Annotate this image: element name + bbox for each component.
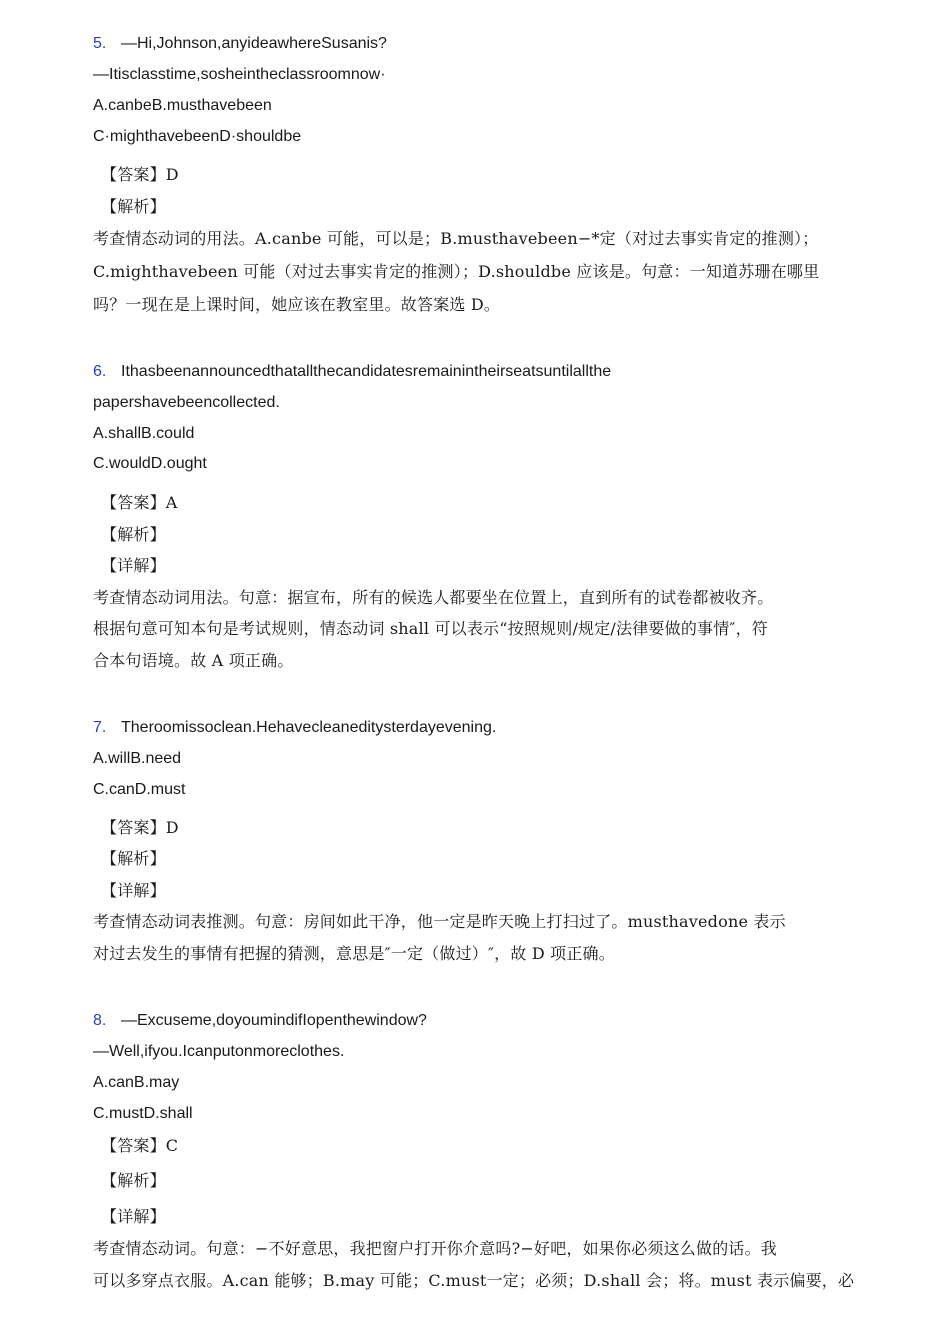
question-7-option-ab: A.willB.need bbox=[93, 750, 182, 767]
question-5-option-ab: A.canbeB.musthavebeen bbox=[93, 97, 272, 114]
question-8-option-cd: C.mustD.shall bbox=[93, 1105, 193, 1122]
question-number: 7. bbox=[93, 719, 107, 736]
question-5-answer: 【答案】D bbox=[101, 165, 179, 184]
question-5-analysis-label: 【解析】 bbox=[101, 197, 166, 216]
question-number: 5. bbox=[93, 35, 107, 52]
question-7-stem-line-1: 7. Theroomissoclean.Hehavecleaneditysterdayevening. bbox=[93, 717, 496, 739]
question-8-detail-label: 【详解】 bbox=[101, 1207, 166, 1226]
question-5-stem-line-2: —Itisclasstime,sosheintheclassroomnow· bbox=[93, 66, 386, 83]
question-6-stem-line-2: papershavebeencollected. bbox=[93, 394, 280, 411]
question-7-analysis-label: 【解析】 bbox=[101, 849, 166, 868]
question-8-answer: 【答案】C bbox=[101, 1136, 179, 1155]
question-7-explanation-line-2: 对过去发生的事情有把握的猜测，意思是″一定（做过）″，故 D 项正确。 bbox=[93, 944, 615, 963]
question-6-explanation-line-3: 合本句语境。故 A 项正确。 bbox=[93, 651, 294, 670]
question-6-option-cd: C.wouldD.ought bbox=[93, 455, 207, 472]
question-number: 6. bbox=[93, 363, 107, 380]
question-5-explanation-line-3: 吗？一现在是上课时间，她应该在教室里。故答案选 D。 bbox=[93, 295, 501, 314]
question-number: 8. bbox=[93, 1012, 107, 1029]
question-8-option-ab: A.canB.may bbox=[93, 1074, 180, 1091]
question-8-explanation-line-1: 考查情态动词。句意：−不好意思，我把窗户打开你介意吗?−好吧，如果你必须这么做的话。我 bbox=[93, 1239, 777, 1258]
question-6-stem-line-1: 6. Ithasbeenannouncedthatallthecandidatesremainintheirseatsuntilallthe bbox=[93, 361, 611, 383]
question-6-analysis-label: 【解析】 bbox=[101, 525, 166, 544]
question-8-stem-line-2: —Well,ifyou.Icanputonmoreclothes. bbox=[93, 1043, 345, 1060]
question-6-explanation-line-2: 根据句意可知本句是考试规则，情态动词 shall 可以表示“按照规则/规定/法律要做的事情″，符 bbox=[93, 619, 768, 638]
question-7-explanation-line-1: 考查情态动词表推测。句意：房间如此干净，他一定是昨天晚上打扫过了。musthavedone 表示 bbox=[93, 912, 786, 931]
question-5-option-cd: C·mighthavebeenD·shouldbe bbox=[93, 128, 302, 145]
question-7-answer: 【答案】D bbox=[101, 818, 179, 837]
question-7-option-cd: C.canD.must bbox=[93, 781, 186, 798]
question-8-stem-line-1: 8. —Excuseme,doyoumindifIopenthewindow? bbox=[93, 1010, 427, 1032]
question-6-option-ab: A.shallB.could bbox=[93, 425, 195, 442]
question-7-detail-label: 【详解】 bbox=[101, 881, 166, 900]
question-8-explanation-line-2: 可以多穿点衣服。A.can 能够；B.may 可能；C.must一定；必须；D.shall 会；将。must 表示偏要，必 bbox=[93, 1271, 855, 1290]
question-8-analysis-label: 【解析】 bbox=[101, 1171, 166, 1190]
question-6-answer: 【答案】A bbox=[101, 493, 178, 512]
question-5-stem-line-1: 5. —Hi,Johnson,anyideawhereSusanis? bbox=[93, 33, 387, 55]
question-5-explanation-line-2: C.mighthavebeen 可能（对过去事实肯定的推测）；D.shouldbe 应该是。句意：一知道苏珊在哪里 bbox=[93, 262, 820, 281]
question-6-explanation-line-1: 考查情态动词用法。句意：据宣布，所有的候选人都要坐在位置上，直到所有的试卷都被收齐。 bbox=[93, 588, 774, 607]
question-5-explanation-line-1: 考查情态动词的用法。A.canbe 可能，可以是；B.musthavebeen−*定（对过去事实肯定的推测）； bbox=[93, 229, 819, 248]
question-6-detail-label: 【详解】 bbox=[101, 556, 166, 575]
